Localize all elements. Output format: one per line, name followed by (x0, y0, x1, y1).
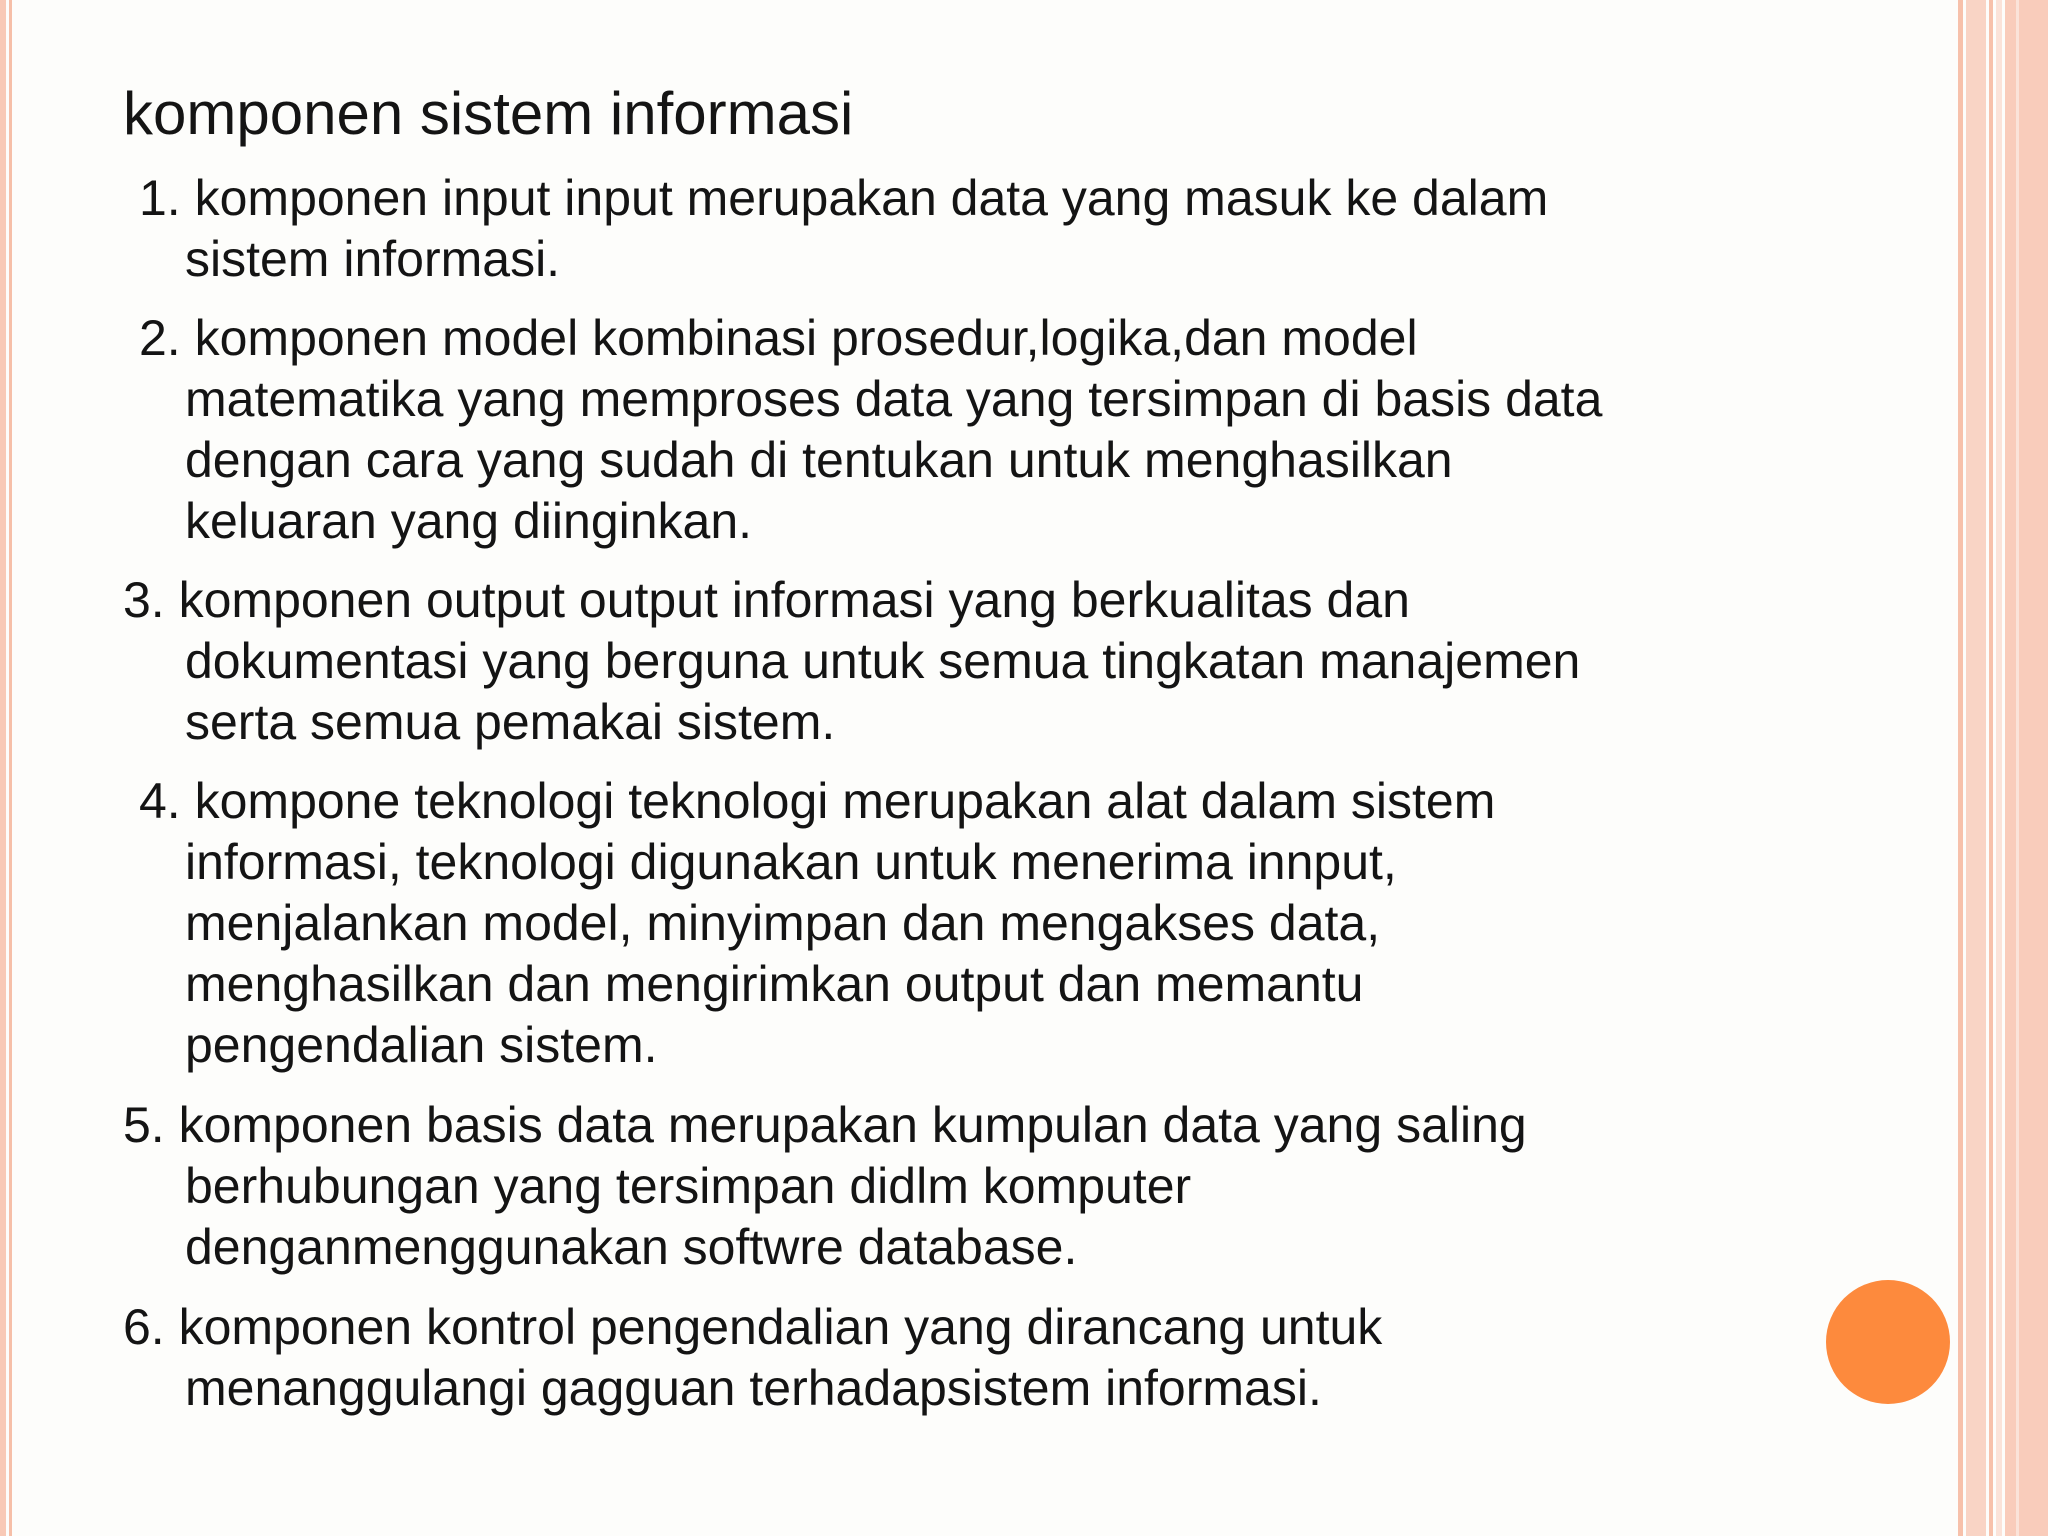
list-item-2 (139, 308, 1602, 552)
left-border-stripe-thin (9, 0, 12, 1536)
item-text-line: matematika yang memproses data yang tersimpan di basis data (185, 371, 1603, 427)
slide-title: komponen sistem informasi (123, 80, 854, 147)
right-border-stripe (2016, 0, 2019, 1536)
item-text-line: dengan cara yang sudah di tentukan untuk menghasilkan (185, 432, 1453, 488)
right-border-stripe (1958, 0, 1963, 1536)
right-border-stripe (1989, 0, 1993, 1536)
item-text-line: kompone teknologi teknologi merupakan alat dalam sistem (194, 773, 1496, 829)
right-border-band (2005, 0, 2048, 1536)
list-item-1 (139, 168, 1548, 290)
item-text-line: menjalankan model, minyimpan dan mengakses data, (185, 895, 1381, 951)
list-item-5 (123, 1095, 1527, 1278)
item-text-line: denganmenggunakan softwre database. (185, 1219, 1078, 1275)
right-border-stripe (1966, 0, 1986, 1536)
left-border-stripe (0, 0, 6, 1536)
item-number: 4. (139, 773, 181, 829)
list-item-3 (123, 570, 1580, 753)
item-text-line: berhubungan yang tersimpan didlm komputer (185, 1158, 1192, 1214)
orange-circle-decoration (1826, 1280, 1950, 1404)
item-text-line: menghasilkan dan mengirimkan output dan memantu (185, 956, 1364, 1012)
item-text-line: keluaran yang diinginkan. (185, 493, 753, 549)
item-text-line: komponen output output informasi yang berkualitas dan (178, 572, 1410, 628)
item-number: 2. (139, 310, 181, 366)
item-text-line: komponen model kombinasi prosedur,logika,dan model (194, 310, 1418, 366)
right-border-stripe (1996, 0, 2002, 1536)
item-text-line: serta semua pemakai sistem. (185, 694, 836, 750)
item-number: 5. (123, 1097, 165, 1153)
item-text-line: sistem informasi. (185, 231, 561, 287)
item-text-line: menanggulangi gagguan terhadapsistem informasi. (185, 1360, 1322, 1416)
item-text-line: komponen basis data merupakan kumpulan data yang saling (178, 1097, 1527, 1153)
item-number: 3. (123, 572, 165, 628)
list-item-4 (139, 771, 1495, 1076)
item-text-line: pengendalian sistem. (185, 1017, 658, 1073)
item-number: 1. (139, 170, 181, 226)
item-text-line: informasi, teknologi digunakan untuk menerima innput, (185, 834, 1397, 890)
item-text-line: komponen kontrol pengendalian yang dirancang untuk (178, 1299, 1383, 1355)
item-text-line: komponen input input merupakan data yang masuk ke dalam (194, 170, 1549, 226)
item-number: 6. (123, 1299, 165, 1355)
item-text-line: dokumentasi yang berguna untuk semua tingkatan manajemen (185, 633, 1581, 689)
list-item-6 (123, 1297, 1382, 1419)
